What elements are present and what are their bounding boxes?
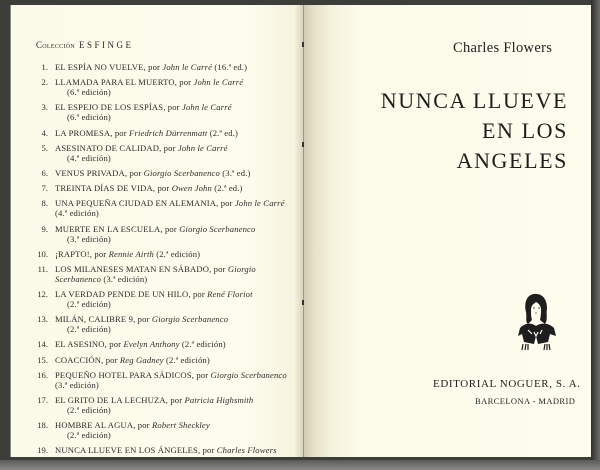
item-author: John le Carré xyxy=(177,142,228,153)
series-list-item xyxy=(30,183,292,193)
series-list-item xyxy=(30,143,292,163)
item-number: 9. xyxy=(41,223,48,234)
item-por: , por xyxy=(89,248,109,259)
item-author: Giorgio Scerbanenco xyxy=(55,263,256,284)
item-author: Giorgio Scerbanenco xyxy=(210,369,287,380)
item-edition: (2.ª ed.) xyxy=(207,127,239,138)
item-body xyxy=(55,339,292,349)
series-heading xyxy=(36,40,134,50)
series-list-item xyxy=(30,128,292,138)
item-title: LOS MILANESES MATAN EN SÁBADO xyxy=(55,263,210,274)
item-body xyxy=(55,249,292,259)
publisher-name: EDITORIAL NOGUER, S. A. xyxy=(433,378,581,390)
item-title: HOMBRE AL AGUA xyxy=(55,420,134,431)
item-number: 13. xyxy=(37,314,48,325)
item-por: , por xyxy=(191,369,211,380)
series-list-item xyxy=(30,77,292,97)
item-body xyxy=(55,183,292,193)
item-por: , por xyxy=(133,420,152,431)
item-title: LLAMADA PARA EL MUERTO xyxy=(55,77,175,88)
item-body xyxy=(55,224,292,244)
item-number: 16. xyxy=(37,369,48,380)
item-body xyxy=(55,128,292,138)
item-title: TREINTA DÍAS DE VIDA xyxy=(55,183,153,194)
book-title-line-2: EN LOS ANGELES xyxy=(456,118,568,173)
item-body xyxy=(55,395,292,415)
item-number: 4. xyxy=(41,127,48,138)
item-edition: (2.ª edición) xyxy=(67,430,111,441)
item-por: , por xyxy=(165,395,185,405)
cover-edge xyxy=(591,0,600,470)
series-list-item xyxy=(30,355,292,365)
item-edition: (4.ª edición) xyxy=(55,208,99,219)
item-edition: (2.ª edición) xyxy=(179,339,226,350)
series-list-item xyxy=(30,420,292,440)
series-list-item xyxy=(30,168,292,178)
publisher-cities: BARCELONA - MADRID xyxy=(475,396,576,406)
item-body xyxy=(55,370,292,390)
item-edition: (6.ª edición) xyxy=(67,87,111,98)
item-number: 3. xyxy=(41,102,48,113)
item-body xyxy=(55,289,292,309)
item-edition: (16.ª ed.) xyxy=(212,62,248,72)
item-title: EL ESPEJO DE LOS ESPÍAS xyxy=(55,102,164,113)
item-number: 15. xyxy=(37,354,48,365)
item-number: 11. xyxy=(37,263,48,274)
item-por: , por xyxy=(188,289,208,300)
series-list-item xyxy=(30,249,292,259)
item-title: COACCIÓN xyxy=(55,354,102,365)
item-author: Giorgio Scerbanenco xyxy=(143,167,220,178)
item-title: ASESINATO DE CALIDAD xyxy=(55,142,160,153)
item-por: , por xyxy=(160,223,180,234)
item-author: René Floriot xyxy=(207,289,253,300)
series-list-item xyxy=(30,395,292,415)
item-author: John le Carré xyxy=(193,77,244,88)
item-edition: (3.ª ed.) xyxy=(219,167,251,178)
item-number: 7. xyxy=(41,183,48,194)
item-body xyxy=(55,168,292,178)
item-number: 5. xyxy=(41,142,48,153)
item-author: Patricia Highsmith xyxy=(184,395,254,405)
item-por: , por xyxy=(216,198,235,209)
item-por: , por xyxy=(101,354,120,365)
item-number: 1. xyxy=(41,62,48,72)
item-title: VENUS PRIVADA xyxy=(55,167,125,178)
item-number: 18. xyxy=(37,420,48,431)
series-list-item xyxy=(30,314,292,334)
series-list-item xyxy=(30,339,292,349)
item-author: Evelyn Anthony xyxy=(123,339,180,350)
item-title: NUNCA LLUEVE EN LOS ÁNGELES xyxy=(55,445,198,456)
item-body xyxy=(55,420,292,440)
binding-stitch xyxy=(302,42,304,47)
item-edition: (6.ª edición) xyxy=(67,112,111,123)
series-list-item xyxy=(30,445,292,455)
item-por: , por xyxy=(152,183,172,194)
cover-bottom-edge xyxy=(0,460,600,470)
item-author: John le Carré xyxy=(182,102,232,113)
item-title: MUERTE EN LA ESCUELA xyxy=(55,223,161,234)
item-edition: (3.ª edición) xyxy=(55,379,99,390)
sphinx-emblem-icon xyxy=(512,290,562,360)
item-por: , por xyxy=(163,102,182,113)
item-body xyxy=(55,445,292,455)
binding-stitch xyxy=(302,142,304,147)
item-title: EL GRITO DE LA LECHUZA xyxy=(55,395,166,405)
item-por: , por xyxy=(159,142,178,153)
item-author: Owen John xyxy=(171,183,212,194)
item-por: , por xyxy=(143,62,163,72)
item-number: 8. xyxy=(41,198,48,209)
item-body xyxy=(55,314,292,334)
series-name: ESFINGE xyxy=(79,40,134,50)
item-title: LA VERDAD PENDE DE UN HILO xyxy=(55,289,189,300)
item-por: , por xyxy=(110,127,130,138)
item-body xyxy=(55,355,292,365)
item-author: Reg Gadney xyxy=(119,354,164,365)
item-number: 10. xyxy=(37,248,48,259)
item-por: , por xyxy=(197,445,217,456)
item-author: John le Carré xyxy=(162,62,213,72)
item-number: 17. xyxy=(37,395,48,405)
item-title: UNA PEQUEÑA CIUDAD EN ALEMANIA xyxy=(55,198,217,209)
book-title xyxy=(368,86,568,176)
item-por: , por xyxy=(133,314,152,325)
series-prefix: Colección xyxy=(36,40,76,50)
item-edition: (2.ª edición) xyxy=(67,324,111,335)
item-por: , por xyxy=(209,263,228,274)
item-title: MILÁN, CALIBRE 9 xyxy=(55,314,134,325)
item-por: , por xyxy=(124,167,144,178)
item-author: Giorgio Scerbanenco xyxy=(179,223,256,234)
item-edition: (2.ª edición) xyxy=(163,354,210,365)
item-body xyxy=(55,198,292,218)
item-edition: (2.ª edición) xyxy=(67,299,111,310)
item-edition: (4.ª edición) xyxy=(67,152,111,163)
item-por: , por xyxy=(174,77,194,88)
item-author: Charles Flowers xyxy=(216,445,277,456)
series-list-item xyxy=(30,198,292,218)
item-author: Rennie Airth xyxy=(108,248,154,259)
book-title-line-1: NUNCA LLUEVE xyxy=(380,88,568,113)
item-title: EL ASESINO xyxy=(55,339,105,350)
series-list-item xyxy=(30,289,292,309)
item-number: 14. xyxy=(37,339,48,350)
item-number: 6. xyxy=(41,167,48,178)
item-body xyxy=(55,143,292,163)
item-body xyxy=(55,77,292,97)
series-title-list xyxy=(30,62,292,461)
item-edition: (3.ª edición) xyxy=(101,273,148,284)
item-edition: (3.ª edición) xyxy=(67,233,111,244)
binding-stitch xyxy=(302,300,304,305)
author-name: Charles Flowers xyxy=(453,40,553,56)
item-title: ¡RAPTO! xyxy=(55,248,90,259)
item-edition: (2.ª ed.) xyxy=(211,183,243,194)
item-edition: (2.ª edición) xyxy=(153,248,201,259)
series-list-item xyxy=(30,370,292,390)
item-por: , por xyxy=(104,339,124,350)
series-list-item xyxy=(30,102,292,122)
item-body xyxy=(55,102,292,122)
item-title: LA PROMESA xyxy=(55,127,111,138)
item-author: Robert Sheckley xyxy=(152,420,210,431)
item-number: 12. xyxy=(37,289,48,300)
item-title: EL ESPÍA NO VUELVE xyxy=(55,62,144,72)
book-gutter xyxy=(303,5,304,457)
item-number: 2. xyxy=(41,77,48,88)
item-author: Friedrich Dürrenmatt xyxy=(129,127,208,138)
series-list-item xyxy=(30,264,292,284)
item-edition: (2.ª edición) xyxy=(67,405,111,415)
item-number: 19. xyxy=(37,445,48,456)
series-list-item xyxy=(30,224,292,244)
item-body xyxy=(55,62,292,72)
item-body xyxy=(55,264,292,284)
item-author: Giorgio Scerbanenco xyxy=(151,314,229,325)
item-author: John le Carré xyxy=(234,198,285,209)
series-list-item xyxy=(30,62,292,72)
item-title: PEQUEÑO HOTEL PARA SÁDICOS xyxy=(55,369,192,380)
